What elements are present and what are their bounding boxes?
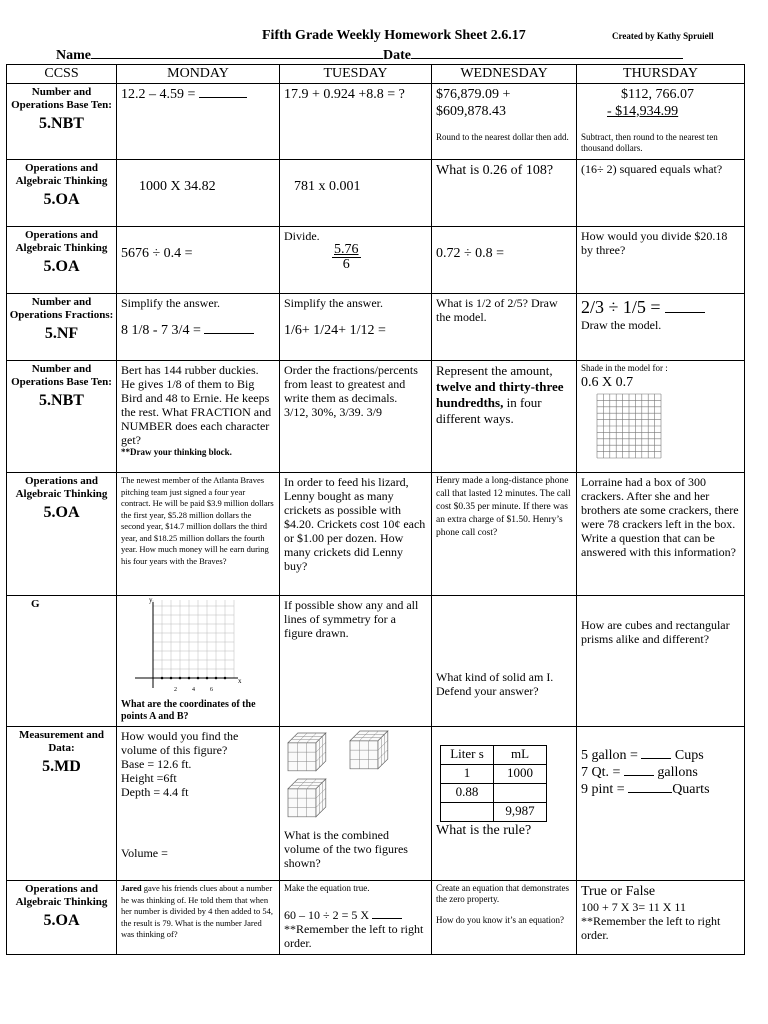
col-wednesday: WEDNESDAY xyxy=(432,65,577,84)
table-row xyxy=(7,473,745,596)
tuesday-cell: Make the equation true. 60 – 10 ÷ 2 = 5 X **Remember the left to right order. xyxy=(280,881,432,955)
thursday-cell: 2/3 ÷ 1/5 = Draw the model. xyxy=(577,294,745,361)
thursday-cell: How would you divide $20.18 by three? xyxy=(577,227,745,294)
wednesday-cell: Create an equation that demonstrates the zero property. How do you know it’s an equation? xyxy=(432,881,577,955)
monday-cell: 5676 ÷ 0.4 = xyxy=(117,227,280,294)
tick-label: 2 xyxy=(174,687,177,693)
hundreds-grid[interactable] xyxy=(595,393,675,459)
ccss-cell: G xyxy=(7,596,117,727)
tuesday-cell: Divide. $\frac{5.76}{6}$ xyxy=(280,227,432,294)
conversion-table: Liter s mL 1 1000 0.88 9,987 xyxy=(440,745,547,822)
tuesday-cell: Order the fractions/percents from least to greatest and write them as decimals. 3/12, 30%, 3/39. 3/9 xyxy=(280,361,432,473)
ccss-cell: Operations and Algebraic Thinking 5.OA xyxy=(7,473,117,596)
wednesday-cell: Henry made a long-distance phone call that lasted 12 minutes. The call cost $0.35 per minute. If there was an extra charge of $1.50. Henry’s phone call cost? xyxy=(432,473,577,596)
table-row xyxy=(7,361,745,473)
tuesday-cell: In order to feed his lizard, Lenny bought as many crickets as possible with $4.20. Crickets cost 10¢ each or $1.00 per dozen. How many crickets did Lenny buy? xyxy=(280,473,432,596)
name-date-row xyxy=(56,46,736,64)
wednesday-cell: $76,879.09 + $609,878.43 Round to the nearest dollar then add. xyxy=(432,84,577,160)
tick-label: 6 xyxy=(210,687,213,693)
col-ccss: CCSS xyxy=(7,65,117,84)
header-row xyxy=(7,65,745,84)
table-row xyxy=(7,727,745,881)
date-line xyxy=(411,46,683,59)
tick-label: 4 xyxy=(192,687,195,693)
ccss-cell: Operations and Algebraic Thinking 5.OA xyxy=(7,227,117,294)
tuesday-cell: 781 x 0.001 xyxy=(280,160,432,227)
monday-cell: y x 2 4 6 What are the coordinates of the points A and B? xyxy=(117,596,280,727)
monday-cell: Bert has 144 rubber duckies. He gives 1/8 of them to Big Bird and 48 to Ernie. He keeps the rest. What FRACTION and NUMBER does each character get? **Draw your thinking block. xyxy=(117,361,280,473)
tuesday-cell: What is the combined volume of the two figures shown? xyxy=(280,727,432,881)
wednesday-cell: What kind of solid am I. Defend your answer? xyxy=(432,596,577,727)
ccss-cell: Operations and Algebraic Thinking 5.OA xyxy=(7,160,117,227)
tuesday-cell: If possible show any and all lines of symmetry for a figure drawn. xyxy=(280,596,432,727)
thursday-cell: Lorraine had a box of 300 crackers. After she and her brothers ate some crackers, there were 78 crackers left in the box. Write a question that can be answered with this information? xyxy=(577,473,745,596)
coordinate-grid[interactable] xyxy=(127,596,245,696)
col-tuesday: TUESDAY xyxy=(280,65,432,84)
date-label: Date xyxy=(383,48,411,63)
wednesday-cell: Represent the amount, twelve and thirty-three hundredths, in four different ways. xyxy=(432,361,577,473)
table-row xyxy=(7,881,745,955)
name-label: Name xyxy=(56,48,91,63)
monday-cell: 1000 X 34.82 xyxy=(117,160,280,227)
ccss-cell: Number and Operations Base Ten: 5.NBT xyxy=(7,361,117,473)
thursday-cell: 5 gallon = Cups 7 Qt. = gallons 9 pint = Quarts xyxy=(577,727,745,881)
thursday-cell: True or False 100 + 7 X 3= 11 X 11 **Remember the left to right order. xyxy=(577,881,745,955)
axis-label-x: x xyxy=(238,677,242,685)
wednesday-cell: What is 0.26 of 108? xyxy=(432,160,577,227)
ccss-cell: Measurement and Data: 5.MD xyxy=(7,727,117,881)
homework-table xyxy=(6,64,745,955)
monday-cell: Jared gave his friends clues about a number he was thinking of. He told them that when her number is divided by 4 then added to 54, the result is 79. What is the number Jared was thinking of? xyxy=(117,881,280,955)
ccss-cell: Number and Operations Base Ten: 5.NBT xyxy=(7,84,117,160)
table-row xyxy=(7,160,745,227)
monday-cell: The newest member of the Atlanta Braves pitching team just signed a four year contract. He will be paid $3.9 million dollars the first year, $5.28 million dollars the second year, $14.7 million dollars the third year, and $18.25 million dollars the fourth year. How much money will he earn during his four years with the Braves? xyxy=(117,473,280,596)
col-monday: MONDAY xyxy=(117,65,280,84)
wednesday-cell: 0.72 ÷ 0.8 = xyxy=(432,227,577,294)
wednesday-cell: What is 1/2 of 2/5? Draw the model. xyxy=(432,294,577,361)
monday-cell: 12.2 – 4.59 = xyxy=(117,84,280,160)
table-row xyxy=(7,596,745,727)
monday-cell: Simplify the answer. 8 1/8 - 7 3/4 = xyxy=(117,294,280,361)
thursday-cell: $112, 766.07 - $14,934.99 Subtract, then round to the nearest ten thousand dollars. xyxy=(577,84,745,160)
tuesday-cell: 17.9 + 0.924 +8.8 = ? xyxy=(280,84,432,160)
table-row xyxy=(7,294,745,361)
wednesday-cell: Liter s mL 1 1000 0.88 9,987 What is the rule? xyxy=(432,727,577,881)
ccss-cell: Number and Operations Fractions: 5.NF xyxy=(7,294,117,361)
thursday-cell: (16÷ 2) squared equals what? xyxy=(577,160,745,227)
ccss-cell: Operations and Algebraic Thinking 5.OA xyxy=(7,881,117,955)
table-row xyxy=(7,84,745,160)
sheet-title: Fifth Grade Weekly Homework Sheet 2.6.17 xyxy=(262,28,526,43)
name-line xyxy=(91,46,383,59)
cubes-illustration xyxy=(284,729,424,825)
thursday-cell: Shade in the model for : 0.6 X 0.7 xyxy=(577,361,745,473)
table-row xyxy=(7,227,745,294)
fraction: $\frac{5.76}{6}$ xyxy=(334,242,359,272)
col-thursday: THURSDAY xyxy=(577,65,745,84)
thursday-cell: How are cubes and rectangular prisms alike and different? xyxy=(577,596,745,727)
tuesday-cell: Simplify the answer. 1/6+ 1/24+ 1/12 = xyxy=(280,294,432,361)
axis-label-y: y xyxy=(149,596,153,604)
monday-cell: How would you find the volume of this figure? Base = 12.6 ft. Height =6ft Depth = 4.4 ft Volume = xyxy=(117,727,280,881)
credit-line: Created by Kathy Spruiell xyxy=(612,31,714,41)
